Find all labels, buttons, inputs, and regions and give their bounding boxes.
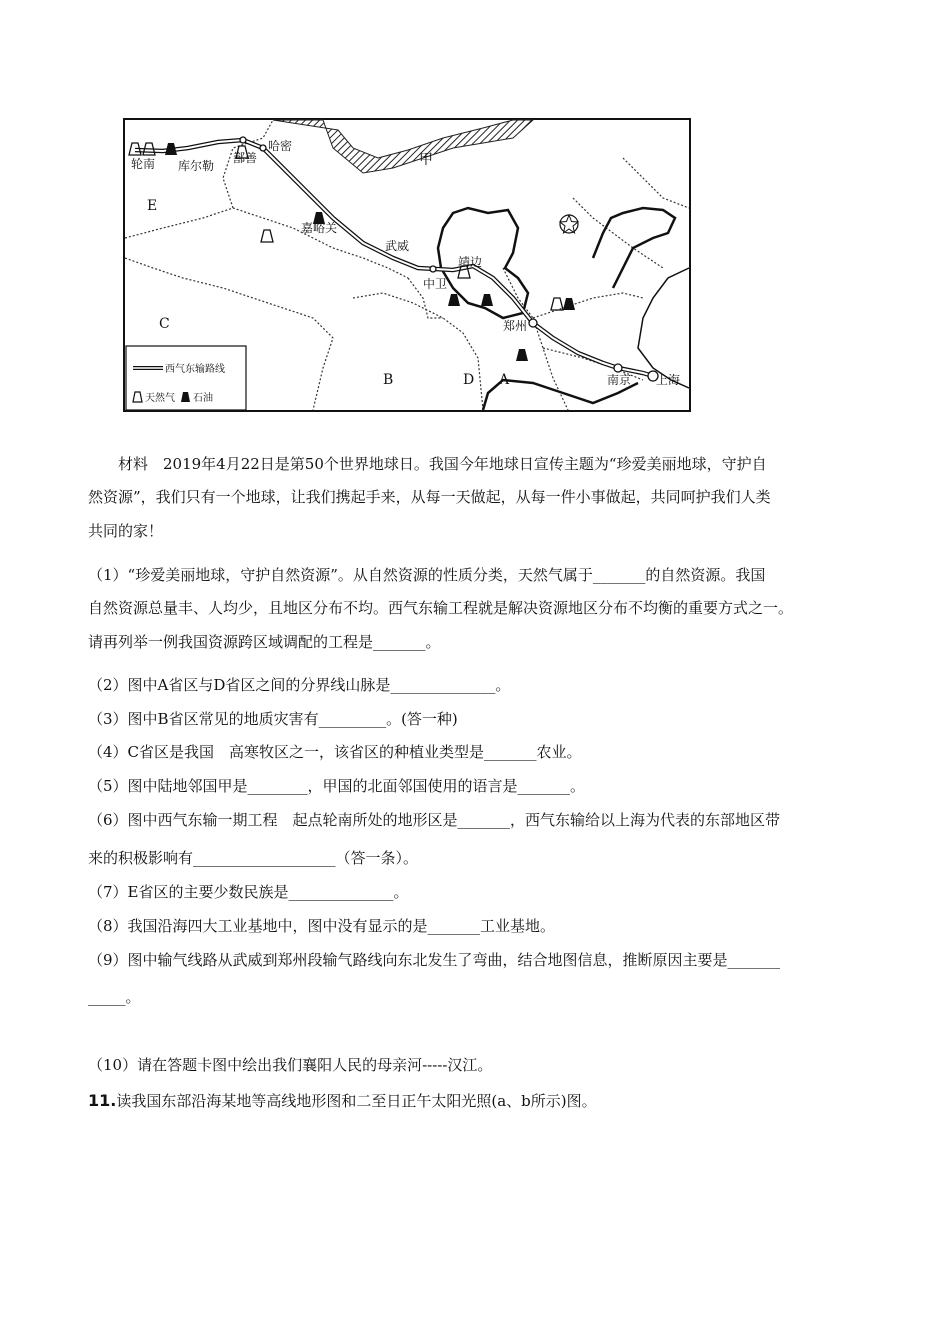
question-11 <box>88 1090 597 1111</box>
map-legend <box>126 346 246 410</box>
label-zhongwei: 中卫 <box>423 277 448 291</box>
question-list <box>88 565 863 1074</box>
q3-text: （3）图中B省区常见的地质灾害有_________。(答一种) <box>88 710 458 728</box>
material-line-1: 材料 2019年4月22日是第50个世界地球日。我国今年地球日宣传主题为“珍爱美丽地球，守护自 <box>118 455 767 473</box>
q1-line-3: 请再列举一例我国资源跨区域调配的工程是_______。 <box>88 633 441 651</box>
q7-text: （7）E省区的主要少数民族是______________。 <box>88 883 409 901</box>
q10-text: （10）请在答题卡图中绘出我们襄阳人民的母亲河-----汉江。 <box>88 1056 493 1074</box>
label-nanjing: 南京 <box>607 373 632 387</box>
q9-line-2: _____。 <box>88 988 141 1006</box>
q1-line-1: （1）“珍爱美丽地球，守护自然资源”。从自然资源的性质分类，天然气属于_______的自然资源。我国 <box>88 566 766 584</box>
label-d: D <box>463 372 475 388</box>
label-c: C <box>159 316 170 332</box>
label-kuerle: 库尔勒 <box>178 159 215 173</box>
question-11-number: 11. <box>88 1091 117 1110</box>
legend-pipeline: 西气东输路线 <box>165 364 225 375</box>
label-shanghai: 上海 <box>656 373 681 387</box>
q9-line-1: （9）图中输气线路从武威到郑州段输气路线向东北发生了弯曲，结合地图信息，推断原因主要是_______ <box>88 951 781 969</box>
pipeline-map <box>123 118 691 412</box>
label-jia: 甲 <box>419 152 433 168</box>
label-jiayuguan: 嘉峪关 <box>301 221 338 235</box>
legend-gas: 天然气 <box>145 393 175 404</box>
q4-text: （4）C省区是我国 高寒牧区之一，该省区的种植业类型是_______农业。 <box>88 743 582 761</box>
label-jingbian: 靖边 <box>458 255 483 269</box>
label-wuwei: 武威 <box>385 239 410 253</box>
q2-text: （2）图中A省区与D省区之间的分界线山脉是______________。 <box>88 676 511 694</box>
q6-line-2: 来的积极影响有___________________（答一条）。 <box>88 849 419 867</box>
legend-oil: 石油 <box>193 393 213 404</box>
label-a: A <box>499 372 510 388</box>
label-lunnan: 轮南 <box>131 157 156 171</box>
label-zhengzhou: 郑州 <box>503 319 528 333</box>
material-line-3: 共同的家！ <box>88 522 164 540</box>
question-11-text: 读我国东部沿海某地等高线地形图和二至日正午太阳光照(a、b所示)图。 <box>116 1092 597 1110</box>
q5-text: （5）图中陆地邻国甲是________，甲国的北面邻国使用的语言是_______。 <box>88 777 586 795</box>
material-line-2: 然资源”，我们只有一个地球，让我们携起手来，从每一天做起，从每一件小事做起，共同呵护我们人类 <box>88 488 771 506</box>
label-shanshan: 鄯善 <box>233 151 258 165</box>
label-b: B <box>383 372 394 388</box>
label-e: E <box>147 198 158 214</box>
material-paragraph <box>88 454 863 544</box>
q1-line-2: 自然资源总量丰、人均少，且地区分布不均。西气东输工程就是解决资源地区分布不均衡的重要方式之一。 <box>88 599 794 617</box>
label-hami: 哈密 <box>268 139 293 153</box>
q6-line-1: （6）图中西气东输一期工程 起点轮南所处的地形区是_______，西气东输给以上海为代表的东部地区带 <box>88 811 781 829</box>
q8-text: （8）我国沿海四大工业基地中，图中没有显示的是_______工业基地。 <box>88 917 556 935</box>
